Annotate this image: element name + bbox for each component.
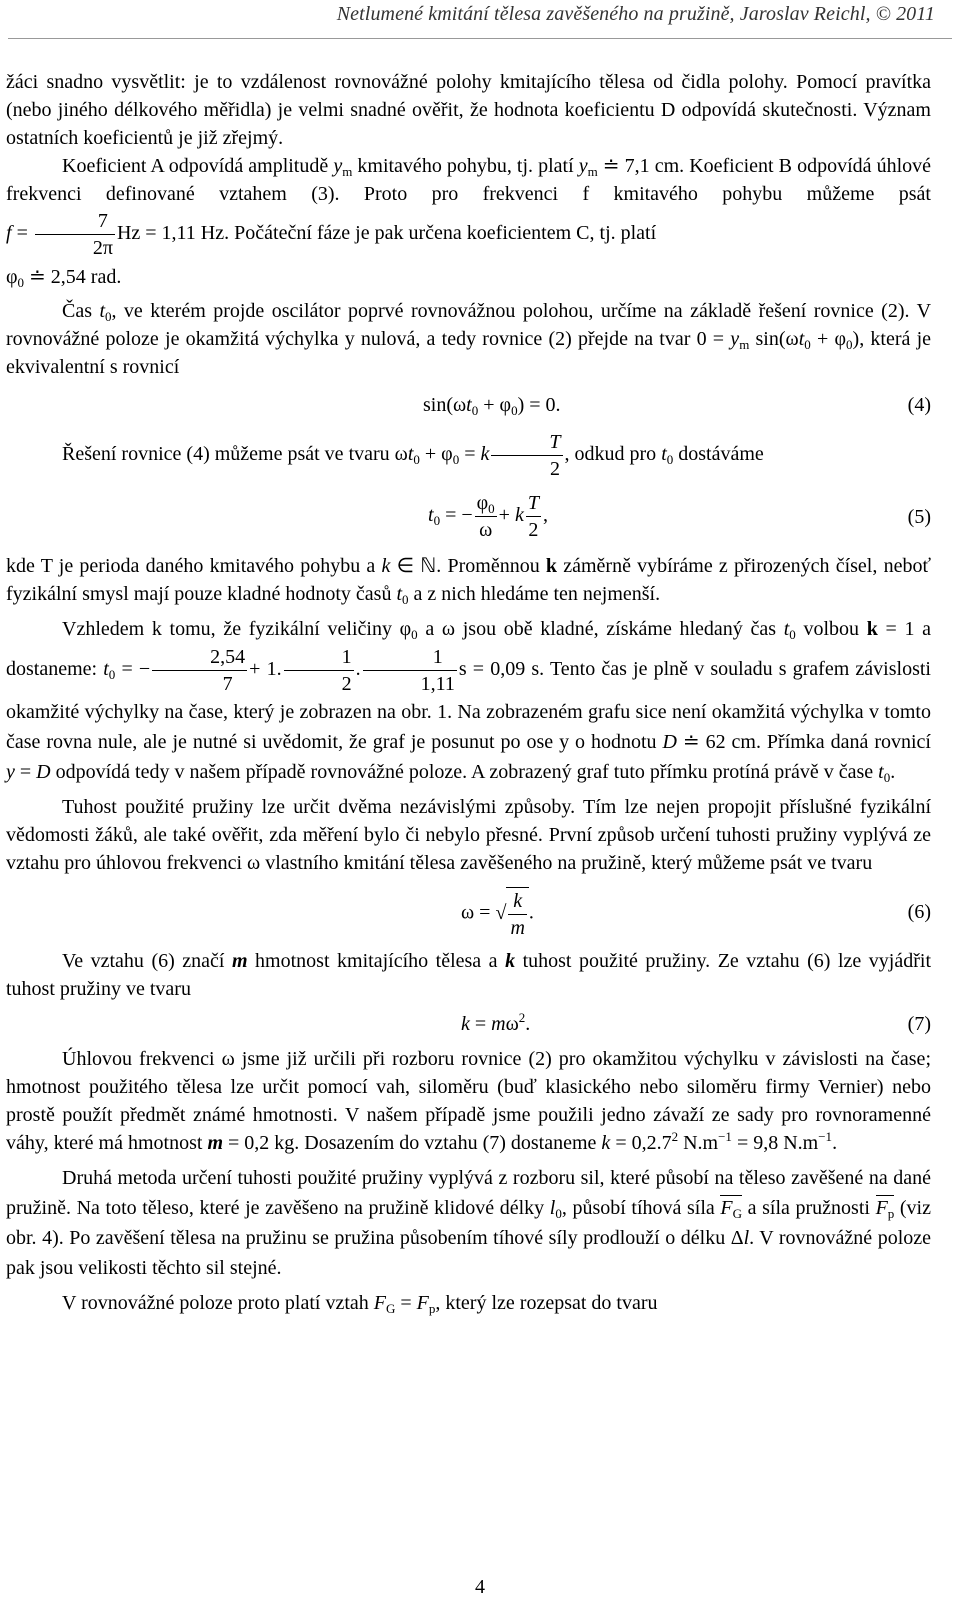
math-inline: $y_m$	[333, 155, 353, 179]
text: . Přímka daná rovnicí	[755, 731, 931, 753]
text: V rovnovážné poloze proto platí vztah	[62, 1292, 374, 1314]
text: (viz obr. 4). Po zavěšení tělesa na pružinu se pružina působením tíhové síly prodlouží o délku	[6, 1197, 931, 1249]
paragraph: Úhlovou frekvenci ω jsme již určili při rozboru rovnice (2) pro okamžitou výchylku v závislosti na čase; hmotnost použitého tělesa lze určit pomocí vah, siloměru (buď klasického nebo siloměru firmy Vernier) nebo prostě použít předmět známé hmotnosti. V našem případě jsme použili jedno závaží ze sady pro rovnoramenné váhy, které má hmotnost m = 0,2 kg. Dosazením do vztahu (7) dostaneme $k = 0,2.7^2$ $N.m^{-1} = 9,8$ $N.m^{-1}$.	[6, 1048, 931, 1154]
text: odpovídá tedy v našem případě rovnovážné poloze. A zobrazený graf tuto přímku protíná právě v čase	[50, 761, 879, 783]
text: . Tento čas je plně v souladu s grafem závislosti okamžité výchylky na čase, který je zobrazen na obr. 1. Na zobrazeném grafu sice není okamžitá výchylka v tomto čase rovna nule, ale je nutné si uvědomit, že graf je posunut po ose y o hodnotu	[6, 658, 931, 753]
text: . Dosazením do vztahu (7) dostaneme	[294, 1132, 602, 1154]
paragraph: Vzhledem k tomu, že fyzikální veličiny $\varphi_0$ a ω jsou obě kladné, získáme hledaný čas $t_0$ volbou k = 1 a dostaneme: $t_0$ = − $\frac{2,54}{7}$ + 1. $\frac{1}{2}$ . $\frac{1}{1,11}$ s = 0,09 s. Tento čas je plně v souladu s grafem závislosti okamžité výchylky na čase, který je zobrazen na obr. 1. Na zobrazeném grafu sice není okamžitá výchylka v tomto čase rovna nule, ale je nutné si uvědomit, že graf je posunut po ose y o hodnotu D ≐ 62 cm. Přímka daná rovnicí y = D odpovídá tedy v našem případě rovnovážné poloze. A zobrazený graf tuto přímku protíná právě v čase $t_0$.	[6, 618, 932, 785]
text: volbou	[795, 618, 867, 640]
paragraph	[6, 152, 931, 261]
math-inline: $t_0$ = − $\frac{2,54}{7}$ + 1. $\frac{1}{2}$ . $\frac{1}{1,11}$ s = 0,09 s	[103, 646, 540, 695]
math-inline: $y_m$ ≐ 7,1 cm	[578, 155, 680, 179]
paragraph: Ve vztahu (6) značí m hmotnost kmitajícího tělesa a k tuhost použité pružiny. Ze vztahu (6) lze vyjádřit tuhost pružiny ve tvaru	[6, 950, 931, 1000]
math-inline: D ≐ 62 cm	[662, 731, 756, 753]
paragraph	[6, 297, 931, 381]
math-inline: $F_G = F_p$	[373, 1292, 436, 1316]
paragraph	[6, 793, 931, 877]
equation-number: (5)	[907, 506, 931, 528]
paragraph: $\varphi_0$ ≐ 2,54 rad.	[6, 266, 122, 290]
math-inline: $0 = y_m$ $\sin(\omega t_0 + \varphi_0)$	[696, 328, 860, 352]
text: Úhlovou frekvenci ω jsme již určili při rozboru rovnice (2) pro okamžitou výchylku v závislosti na čase; hmotnost použitého tělesa lze určit pomocí vah, siloměru (buď klasického nebo siloměru firmy Vernier) nebo prostě použít předmět známé hmotnosti. V našem případě jsme použili jedno závaží ze sady pro rovnoramenné váhy, které má hmotnost	[6, 1048, 931, 1154]
text: kde T je perioda daného kmitavého pohybu a	[6, 555, 382, 577]
math-inline: k ∈ ℕ	[381, 555, 437, 577]
running-header: Netlumené kmitání tělesa zavěšeného na pružině, Jaroslav Reichl, © 2011	[336, 3, 935, 25]
text: , působí tíhová síla	[561, 1197, 721, 1219]
paragraph: kde T je perioda daného kmitavého pohybu a k ∈ ℕ. Proměnnou k záměrně vybíráme z přirozených čísel, neboť fyzikální smysl mají pouze kladné hodnoty časů $t_0$ a z nich hledáme ten nejmenší.	[6, 555, 931, 607]
text: Tuhost použité pružiny lze určit dvěma nezávislými způsoby. Tím lze nejen propojit příslušné fyzikální vědomosti žáků, ale také ověřit, zda měření bylo či nebylo přesné. První způsob určení tuhosti pružiny vyplývá ze vztahu pro úhlovou frekvenci ω vlastního kmitání tělesa zavěšeného na pružině, který můžeme psát ve tvaru	[6, 796, 931, 874]
math-inline: $t_0$	[783, 618, 796, 642]
paragraph-text: žáci snadno vysvětlit: je to vzdálenost rovnovážné polohy kmitajícího tělesa od čidla polohy. Pomocí pravítka (nebo jiného délkového měřidla) je velmi snadné ověřit, že hodnota koeficientu D odpovídá skutečnosti. Význam ostatních koeficientů je již zřejmý.	[6, 71, 931, 149]
text: Koeficient A odpovídá amplitudě	[62, 155, 334, 177]
math-inline: $k = 0,2.7^2$ $N.m^{-1} = 9,8$ $N.m^{-1}$	[601, 1129, 833, 1154]
math-inline: $\omega t_0 + \varphi_0 = k$ $\frac{T}{2}$	[394, 431, 561, 480]
text: Čas	[62, 300, 100, 322]
text: tuhost použité pružiny. Ze vztahu (6) lze vyjádřit tuhost pružiny ve tvaru	[6, 950, 931, 1000]
text: , odkud pro	[564, 443, 662, 466]
math-inline: $\varphi_0$ ≐ 2,54 rad	[6, 266, 117, 290]
text: Vzhledem k tomu, že fyzikální veličiny	[62, 618, 400, 640]
text: dostáváme	[673, 443, 764, 466]
math-inline: f = $\frac{7}{2\pi}$ Hz = 1,11 Hz	[6, 210, 225, 259]
paragraph	[6, 429, 931, 482]
text: Řešení rovnice (4) můžeme psát ve tvaru	[62, 443, 395, 466]
text: , který lze rozepsat do tvaru	[435, 1292, 658, 1314]
text: . V rovnovážné poloze pak jsou velikosti těchto sil stejné.	[6, 1227, 932, 1279]
vector-force-gravity: $F_G$	[720, 1197, 743, 1221]
text: a síla pružnosti	[742, 1197, 876, 1219]
equation-4: $\sin(\omega t_0 + \varphi_0) = 0$. (4)	[6, 385, 931, 425]
equation-6: ω = √ $\frac{k}{m}$ . (6)	[6, 881, 931, 943]
equation-7: $k = m\omega^2$. (7)	[6, 1007, 931, 1041]
page-number: 4	[475, 1576, 485, 1598]
text: . Počáteční fáze je pak určena koeficientem C, tj. platí	[224, 222, 657, 245]
text: Druhá metoda určení tuhosti použité pružiny vyplývá z rozboru sil, které působí na těleso zavěšené na dané pružině. Na toto těleso, které je zavěšeno na pružině klidové délky	[6, 1167, 931, 1219]
equation-5: $t_0$ = − $\frac{\varphi_0}{\omega}$ + k $\frac{T}{2}$ , (5)	[428, 492, 931, 541]
document-body	[6, 68, 931, 1317]
paragraph: Druhá metoda určení tuhosti použité pružiny vyplývá z rozboru sil, které působí na těleso zavěšené na dané pružině. Na toto těleso, které je zavěšeno na pružině klidové délky $l_0$, působí tíhová síla $F_G$ a síla pružnosti $F_p$ (viz obr. 4). Po zavěšení tělesa na pružinu se pružina působením tíhové síly prodlouží o délku Δl. V rovnovážné poloze pak jsou velikosti těchto sil stejné.	[6, 1167, 932, 1279]
math-inline: $\varphi_0$	[399, 618, 418, 642]
text: . Proměnnou	[436, 555, 546, 577]
math-inline: $t_0$	[396, 583, 409, 607]
text: , která je ekvivalentní s rovnicí	[6, 328, 932, 378]
equation-number: (7)	[907, 1013, 931, 1035]
text: a ω jsou obě kladné, získáme hledaný čas	[417, 618, 784, 640]
math-inline: $t_0$	[99, 300, 112, 324]
sqrt-symbol: √ $\frac{k}{m}$	[495, 887, 528, 941]
text: . Koeficient B odpovídá úhlové frekvenci definované vztahem (3). Proto pro frekvenci f kmitavého pohybu můžeme psát	[6, 155, 931, 205]
math-inline: y = D	[6, 761, 51, 783]
text: kmitavého pohybu, tj. platí	[352, 155, 579, 177]
text: a dostaneme:	[6, 618, 932, 681]
text: Ve vztahu (6) značí	[62, 950, 232, 972]
vector-force-elastic: $F_p$	[875, 1197, 895, 1221]
math-inline: $t_0$	[661, 443, 674, 468]
text: a z nich hledáme ten nejmenší.	[408, 583, 661, 605]
text: hmotnost kmitajícího tělesa a	[247, 950, 506, 972]
paragraph	[6, 68, 931, 152]
text: , ve kterém projde oscilátor poprvé rovnovážnou polohou, určíme na základě řešení rovnice (2). V rovnovážné poloze je okamžitá výchylka y nulová, a tedy rovnice (2) přejde na tvar	[6, 300, 932, 350]
paragraph	[6, 1289, 931, 1317]
equation-number: (6)	[907, 901, 931, 923]
text: záměrně vybíráme z přirozených čísel, neboť fyzikální smysl mají pouze kladné hodnoty časů	[6, 555, 931, 605]
header-rule	[8, 38, 952, 39]
equation-number: (4)	[907, 394, 931, 416]
